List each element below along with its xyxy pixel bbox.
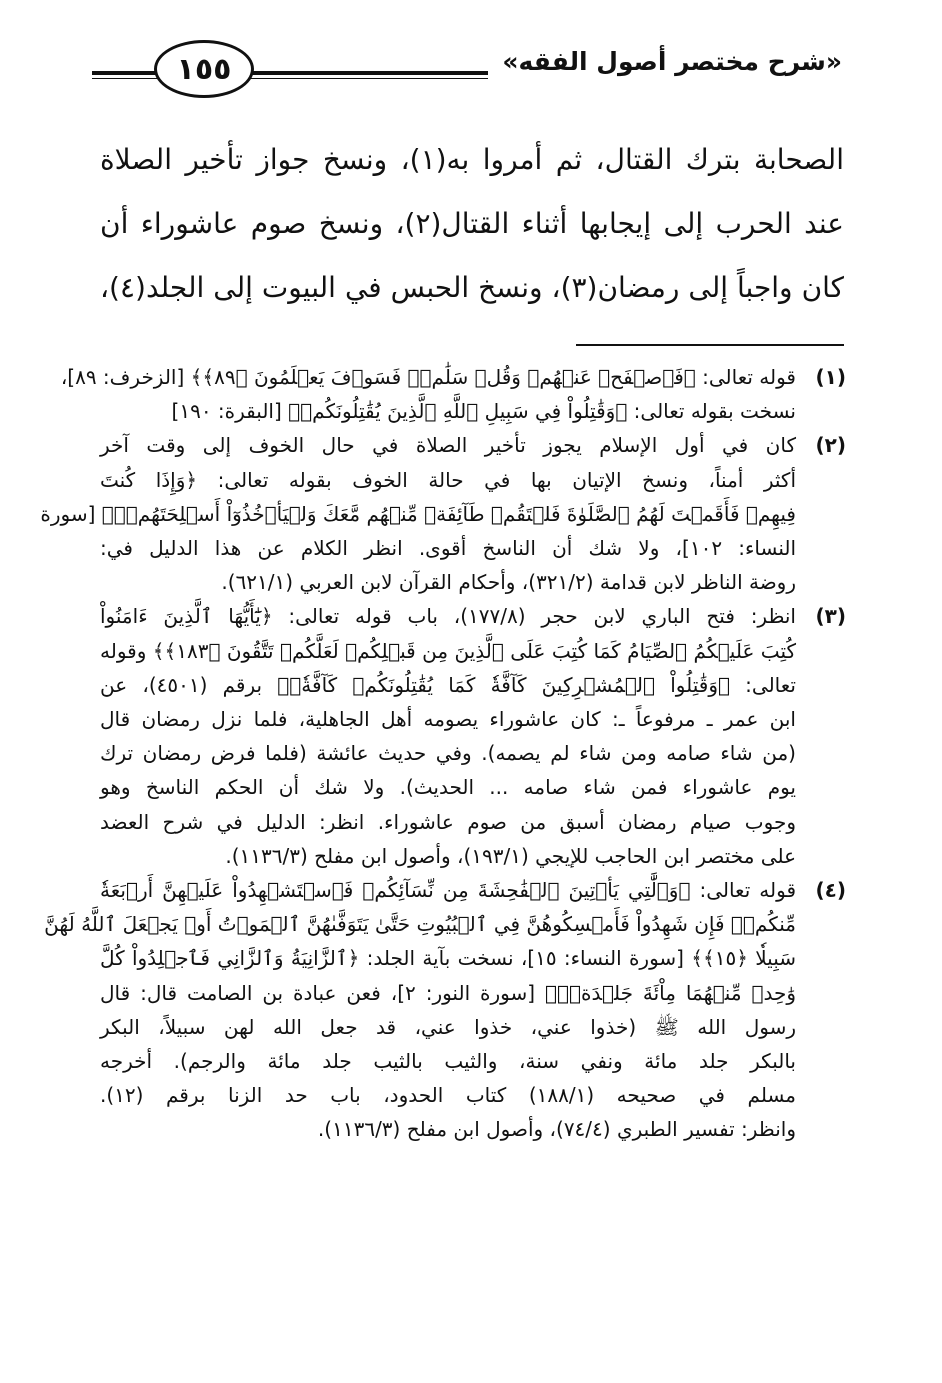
main-text-line: عند الحرب إلى إيجابها أثناء القتال(٢)، ونسخ صوم عاشوراء أن [100,207,845,240]
footnote-line: فِيهِمۡ فَأَقَمۡتَ لَهُمُ ٱلصَّلَوٰةَ فَلۡتَقُمۡ طَآئِفَةٞ مِّنۡهُم مَّعَكَ وَلۡيَأۡخُذُوٓاْ أَسۡلِحَتَهُمۡۖ﴾ [سورة [40,501,796,526]
footnote-number: (٤) [815,878,846,903]
footnote-line: انظر: فتح الباري لابن حجر (١٧٧/٨)، باب قوله تعالى: ﴿يَٰٓأَيُّهَا ٱلَّذِينَ ءَامَنُواْ [100,604,796,629]
footnote-line: وجوب صيام رمضان أسبق من صوم عاشوراء. انظر: الدليل في شرح العضد [100,809,796,834]
page-header [82,38,842,108]
main-text-line: الصحابة بترك القتال، ثم أمروا به(١)، ونسخ جواز تأخير الصلاة [100,143,844,176]
footnote-line: مِّنكُمۡۖ فَإِن شَهِدُواْ فَأَمۡسِكُوهُنَّ فِي ٱلۡبُيُوتِ حَتَّىٰ يَتَوَفَّىٰهُنَّ ٱلۡمَوۡتُ أَوۡ يَجۡعَلَ ٱللَّهُ لَهُنَّ [44,912,796,937]
footnote-line: وَٰحِدٖ مِّنۡهُمَا مِاْئَةَ جَلۡدَةٖۖ﴾ [سورة النور: ٢]، فعن عبادة بن الصامت قال: قال [100,980,796,1005]
footnote-line: نسخت بقوله تعالى: ﴿وَقَٰتِلُواْ فِي سَبِيلِ ٱللَّهِ ٱلَّذِينَ يُقَٰتِلُونَكُمۡ﴾ [البقرة: ١٩٠] [171,399,796,424]
footnotes [40,360,846,1147]
footnote-line: يوم عاشوراء فمن شاء صامه ... الحديث). ولا شك أن الحكم الناسخ وهو [100,775,796,800]
footnote-line: بالبكر جلد مائة ونفي سنة، والثيب بالثيب جلد مائة والرجم). أخرجه [100,1049,796,1074]
page-number: ١٥٥ [154,40,254,98]
footnote-number: (٢) [815,433,846,458]
footnote-line: أكثر أمناً، ونسخ الإتيان بها في حالة الخوف بقوله تعالى: ﴿وَإِذَا كُنتَ [100,467,796,492]
footnote-line: قوله تعالى: ﴿وَٱلَّٰتِي يَأۡتِينَ ٱلۡفَٰحِشَةَ مِن نِّسَآئِكُمۡ فَٱسۡتَشۡهِدُواْ عَلَيۡهِنَّ أَرۡبَعَةٗ [100,878,796,903]
footnote-line: كُتِبَ عَلَيۡكُمُ ٱلصِّيَامُ كَمَا كُتِبَ عَلَى ٱلَّذِينَ مِن قَبۡلِكُمۡ لَعَلَّكُمۡ تَتَّقُونَ ﴿١٨٣﴾﴾ وقوله [100,638,796,663]
footnote-line: قوله تعالى: ﴿فَٱصۡفَحۡ عَنۡهُمۡ وَقُلۡ سَلَٰمٞۚ فَسَوۡفَ يَعۡلَمُونَ ﴿٨٩﴾﴾ [الزخرف: ٨٩]، [60,365,796,389]
footnote-separator [576,344,844,346]
footnote-line: ابن عمر ـ مرفوعاً ـ: كان عاشوراء يصومه أهل الجاهلية، فلما نزل رمضان قال [100,707,796,732]
footnote-line: روضة الناظر لابن قدامة (٣٢١/٢)، وأحكام القرآن لابن العربي (٦٢١/١). [221,570,796,595]
footnote-line: مسلم في صحيحه (١٨٨/١) كتاب الحدود، باب حد الزنا برقم (١٢). [100,1083,796,1108]
footnote-3 [100,599,846,873]
footnote-line: على مختصر ابن الحاجب للإيجي (١٩٣/١)، وأصول ابن مفلح (١١٣٦/٣). [225,843,796,868]
footnote-number: (١) [815,365,846,389]
footnote-2 [40,428,846,599]
footnote-line: كان في أول الإسلام يجوز تأخير الصلاة في حال الخوف إلى وقت آخر [100,433,796,458]
footnote-line: تعالى: ﴿وَقَٰتِلُواْ ٱلۡمُشۡرِكِينَ كَآفَّةٗ كَمَا يُقَٰتِلُونَكُمۡ كَآفَّةٗۚ﴾ برقم (٤٥٠١)، عن [100,672,796,697]
footnote-number: (٣) [815,604,846,629]
footnote-line: وانظر: تفسير الطبري (٧٤/٤)، وأصول ابن مفلح (١١٣٦/٣). [317,1117,796,1142]
book-title: «شرح مختصر أصول الفقه» [488,38,842,86]
footnote-line: رسول الله ﷺ (خذوا عني، خذوا عني، قد جعل الله لهن سبيلاً، البكر [100,1014,796,1039]
footnote-1 [60,360,846,428]
footnote-line: النساء: ١٠٢]، ولا شك أن الناسخ أقوى. انظر الكلام عن هذا الدليل في: [100,536,797,561]
footnote-line: (من شاء صامه ومن شاء لم يصمه). وفي حديث عائشة (فلما فرض رمضان ترك [100,741,796,766]
main-text-line: كان واجباً إلى رمضان(٣)، ونسخ الحبس في البيوت إلى الجلد(٤)، [100,271,844,304]
footnote-4 [44,873,846,1147]
footnote-line: سَبِيلٗا ﴿١٥﴾﴾ [سورة النساء: ١٥]، نسخت بآية الجلد: ﴿ٱلزَّانِيَةُ وَٱلزَّانِي فَٱجۡلِدُواْ كُلَّ [100,946,796,971]
main-text [100,128,844,320]
